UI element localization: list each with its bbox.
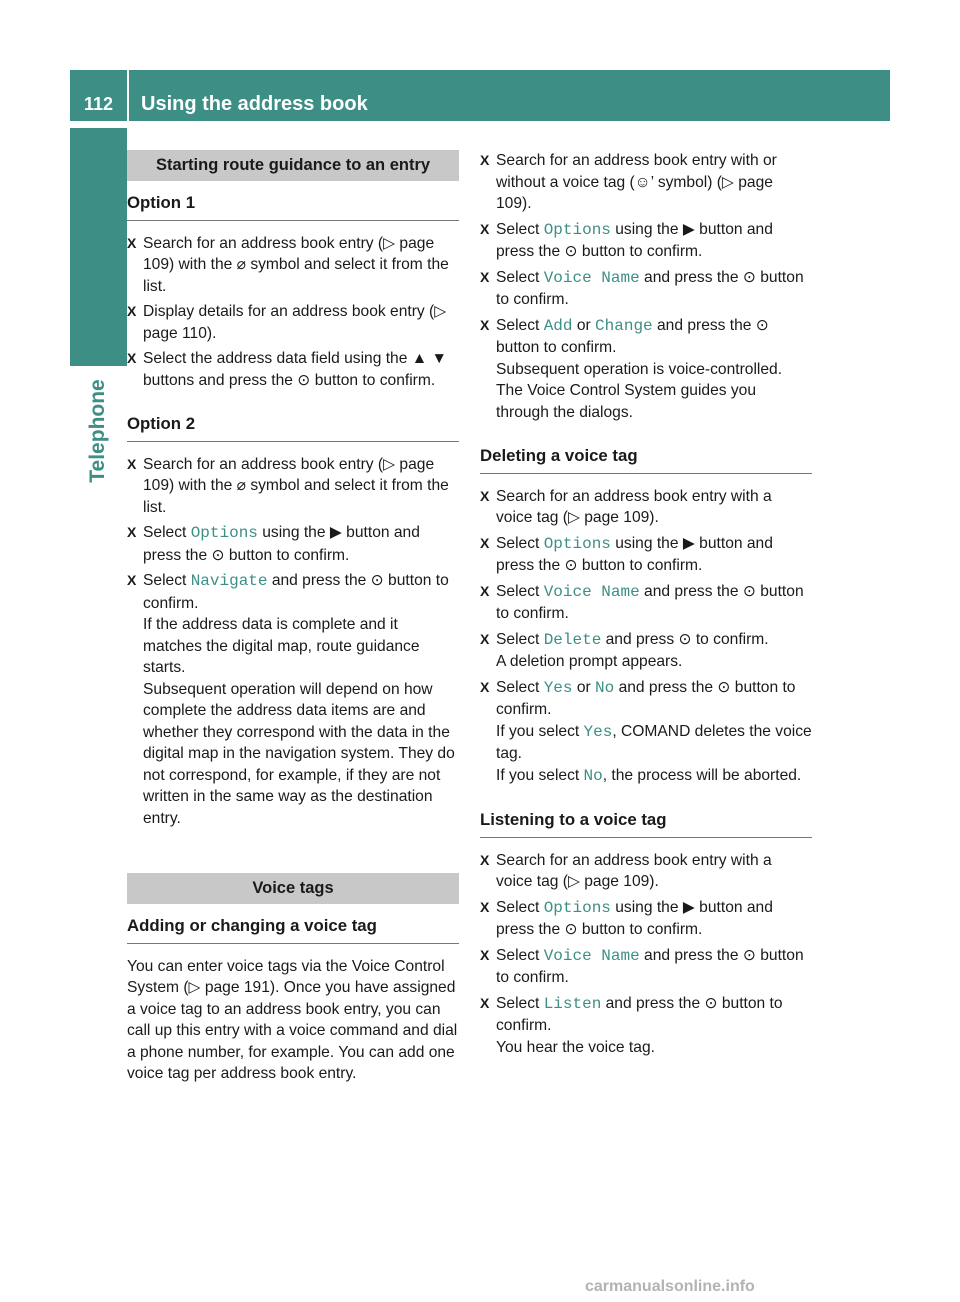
step-note: Subsequent operation will depend on how complete the address data items are and whether they correspond with the data in the digital map in the navigation system. They do not correspond, for example, if they are not written in the same way as the destination entry.: [143, 680, 455, 827]
list-item: [127, 233, 459, 298]
bullet-icon: X: [127, 455, 137, 472]
section-bar-voice-tags: Voice tags: [127, 873, 459, 904]
step-note: Subsequent operation is voice-controlled. The Voice Control System guides you through the dialogs.: [496, 360, 783, 421]
step-result: If you select No, the process will be aborted.: [496, 766, 802, 785]
list-item: [480, 850, 812, 893]
menu-keyword: No: [595, 678, 615, 697]
list-item: [480, 150, 812, 215]
section-label: [70, 366, 127, 496]
step-text: Select Listen and press the ⊙ button to confirm.: [496, 994, 783, 1034]
list-item: [127, 454, 459, 519]
bullet-icon: X: [480, 152, 490, 168]
step-text: Select Navigate and press the ⊙ button to confirm.: [143, 572, 449, 612]
step-text: Select Voice Name and press the ⊙ button to confirm.: [496, 946, 804, 986]
bullet-icon: X: [480, 851, 490, 868]
side-tab: [70, 128, 127, 366]
step-text: Select Delete and press ⊙ to confirm.: [496, 630, 769, 649]
step-text: Search for an address book entry with a voice tag (▷ page 109).: [496, 851, 772, 890]
list-item: [127, 522, 459, 566]
list-item: [127, 348, 459, 391]
bullet-icon: X: [480, 678, 490, 695]
menu-keyword: Voice Name: [543, 946, 640, 965]
list-item: [480, 533, 812, 577]
step-result: If the address data is complete and it matches the digital map, route guidance starts.: [143, 616, 420, 676]
page-number: 112: [83, 94, 114, 114]
menu-keyword: Delete: [543, 630, 602, 649]
step-text: Search for an address book entry with a voice tag (▷ page 109).: [496, 487, 772, 526]
menu-keyword: Yes: [543, 678, 573, 697]
step-text: Select Voice Name and press the ⊙ button to confirm.: [496, 268, 804, 308]
section-label-text: Telephone: [86, 379, 109, 483]
step-text: Search for an address book entry (▷ page 109) with the ⌀ symbol and select it from the list.: [143, 234, 449, 295]
bullet-icon: X: [480, 487, 490, 504]
heading-option-2: Option 2: [127, 413, 459, 442]
list-item: [127, 570, 459, 829]
bullet-icon: X: [480, 268, 490, 285]
menu-keyword: Navigate: [190, 572, 268, 590]
menu-keyword: Add: [543, 316, 573, 335]
heading-deleting-voice-tag: Deleting a voice tag: [480, 445, 812, 474]
step-text: Search for an address book entry (▷ page 109) with the ⌀ symbol and select it from the list.: [143, 455, 449, 516]
heading-adding-voice-tag: Adding or changing a voice tag: [127, 915, 459, 944]
menu-keyword: Options: [543, 220, 611, 239]
bullet-icon: X: [480, 534, 490, 551]
bullet-icon: X: [480, 630, 490, 647]
list-item: [480, 677, 812, 788]
list-item: [480, 897, 812, 941]
step-text: Select Options using the ▶ button and press the ⊙ button to confirm.: [496, 534, 773, 574]
heading-listening-voice-tag: Listening to a voice tag: [480, 809, 812, 838]
list-item: [480, 486, 812, 529]
step-text: Select Voice Name and press the ⊙ button to confirm.: [496, 582, 804, 622]
menu-keyword: No: [583, 766, 603, 785]
list-item: [480, 945, 812, 989]
step-text: Select Options using the ▶ button and press the ⊙ button to confirm.: [143, 524, 420, 564]
list-item: [480, 219, 812, 263]
menu-keyword: Options: [543, 534, 611, 553]
bullet-icon: X: [127, 234, 137, 251]
step-text: Select Yes or No and press the ⊙ button to confirm.: [496, 678, 796, 718]
list-item: [127, 301, 459, 344]
left-column: [127, 150, 459, 1085]
menu-keyword: Yes: [583, 722, 613, 741]
step-text: Select the address data field using the ▲ ▼ buttons and press the ⊙ button to confirm.: [143, 350, 447, 389]
menu-keyword: Options: [543, 898, 611, 917]
step-result: If you select Yes, COMAND deletes the voice tag.: [496, 722, 812, 762]
step-result: A deletion prompt appears.: [496, 653, 683, 670]
list-item: [480, 581, 812, 625]
bullet-icon: X: [480, 898, 490, 915]
list-item: [480, 629, 812, 673]
menu-keyword: Listen: [543, 994, 602, 1013]
step-text: Select Options using the ▶ button and press the ⊙ button to confirm.: [496, 898, 773, 938]
bullet-icon: X: [127, 303, 137, 319]
bullet-icon: X: [480, 582, 490, 599]
section-bar-route-guidance: Starting route guidance to an entry: [127, 150, 459, 181]
heading-option-1: Option 1: [127, 192, 459, 221]
step-text: Select Add or Change and press the ⊙ button to confirm.: [496, 316, 769, 356]
bullet-icon: X: [127, 524, 137, 540]
step-text: Search for an address book entry with or without a voice tag (☺’ symbol) (▷ page 109).: [496, 152, 777, 212]
bullet-icon: X: [480, 946, 490, 963]
menu-keyword: Change: [595, 316, 653, 335]
bullet-icon: X: [480, 220, 490, 237]
step-text: Select Options using the ▶ button and press the ⊙ button to confirm.: [496, 220, 773, 260]
list-item: [480, 315, 812, 424]
right-column: [480, 150, 812, 1062]
menu-keyword: Voice Name: [543, 582, 640, 601]
body-paragraph: You can enter voice tags via the Voice Control System (▷ page 191). Once you have assigned a voice tag to an address book entry, you can call up this entry with a voice command and dial a phone number, for example. You can add one voice tag per address book entry.: [127, 957, 458, 1082]
page-title: Using the address book: [141, 93, 368, 115]
step-text: Display details for an address book entry (▷ page 110).: [143, 303, 447, 342]
menu-keyword: Options: [190, 524, 258, 542]
list-item: [480, 993, 812, 1059]
bullet-icon: X: [480, 316, 490, 333]
bullet-icon: X: [127, 572, 137, 588]
menu-keyword: Voice Name: [543, 268, 640, 287]
page-header: [70, 70, 890, 121]
step-result: You hear the voice tag.: [496, 1038, 655, 1056]
bullet-icon: X: [127, 350, 137, 366]
header-divider: [127, 70, 129, 121]
list-item: [480, 267, 812, 311]
watermark: carmanualsonline.info: [585, 1278, 755, 1295]
bullet-icon: X: [480, 994, 490, 1011]
